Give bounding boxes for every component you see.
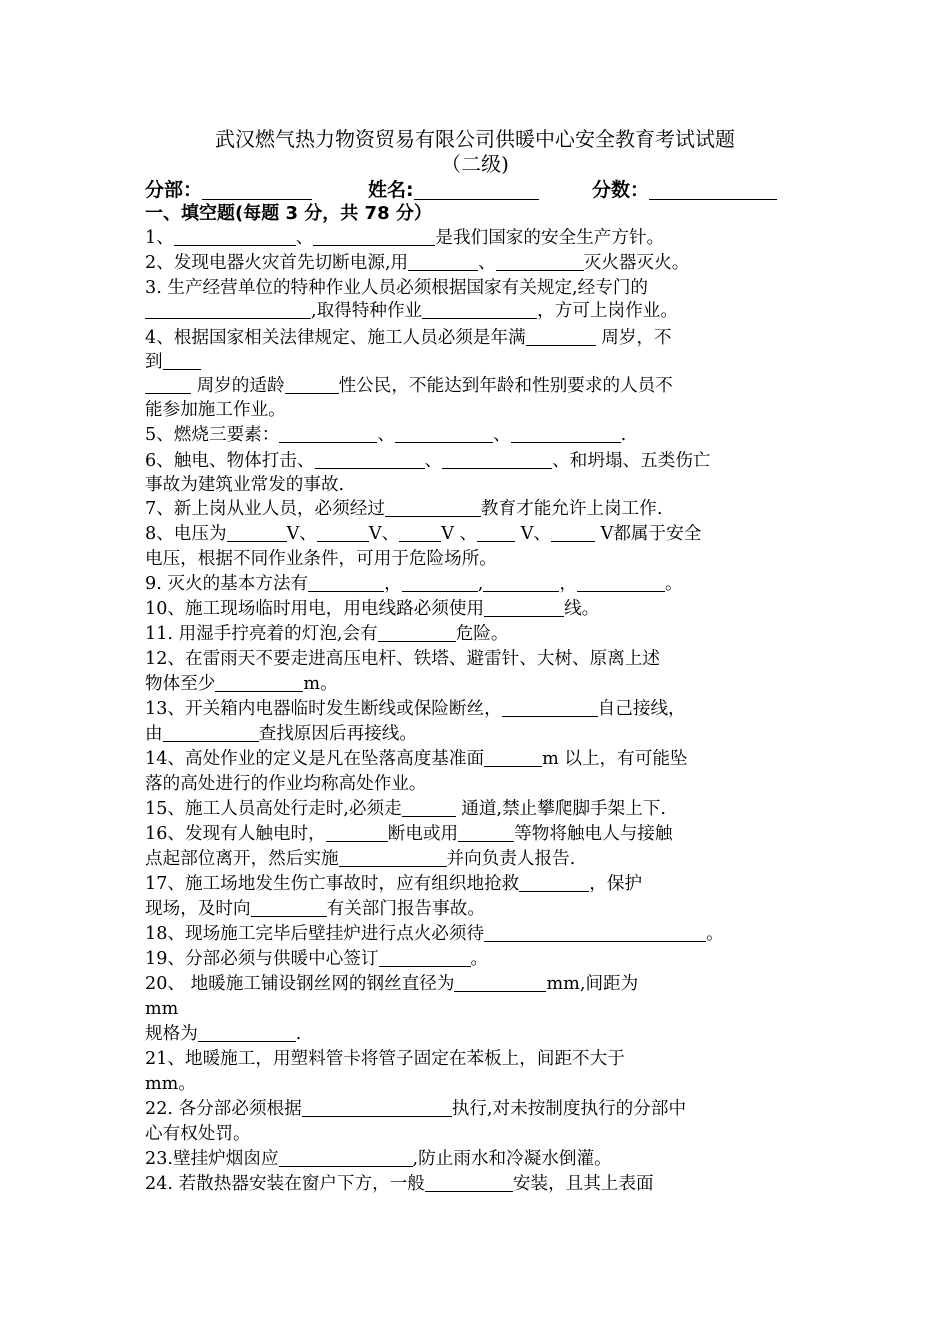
question-line [145,1022,810,1047]
question-text: , [477,574,484,594]
question-line [145,251,810,276]
question-text: 电压，根据不同作业条件，可用于危险场所。 [145,549,497,569]
question-text: 9. 灭火的基本方法有 [145,574,309,594]
question-text: 、 [478,253,496,273]
question-line [145,497,810,522]
answer-blank[interactable] [484,598,564,617]
question-line [145,672,810,697]
question-text: ， [384,574,402,594]
question-text: 通道,禁止攀爬脚手架上下. [455,799,667,819]
question-text: 能参加施工作业。 [145,400,286,420]
answer-blank[interactable] [378,623,456,642]
score-blank[interactable] [649,179,777,200]
question-text: 安装，且其上表面 [512,1174,654,1194]
name-label: 姓名: [368,179,414,201]
question-text: 性公民，不能达到年龄和性别要求的人员不 [338,376,673,396]
question-text: ，保护 [589,874,643,894]
question-line [145,697,810,722]
question-text: 周岁的适龄 [191,376,285,396]
answer-blank[interactable] [425,1173,513,1192]
answer-blank[interactable] [442,450,552,469]
question-text: 线。 [564,599,600,619]
question-text: 22. 各分部必须根据 [145,1099,302,1119]
question-text: V 、 [441,524,478,544]
answer-blank[interactable] [526,327,596,346]
question-line [145,722,810,747]
question-text: 12、在雷雨天不要走进高压电杆、铁塔、避雷针、大树、原离上述 [145,649,661,669]
question-line [145,1047,810,1072]
question-text: mm [145,999,179,1019]
question-text: . [620,425,627,445]
question-line [145,922,810,947]
question-line [145,1097,810,1122]
question-text: 危险。 [455,624,509,644]
question-line [145,997,810,1022]
question-text: 20、 地暖施工铺设钢丝网的钢丝直径为 [145,974,455,994]
answer-blank[interactable] [483,573,559,592]
answer-blank[interactable] [163,351,201,370]
question-line [145,772,810,797]
section-heading: 一、填空题(每题 3 分，共 78 分） [145,203,432,224]
question-line [145,473,810,498]
question-text: 点起部位离开，然后实施 [145,849,339,869]
answer-blank[interactable] [285,375,339,394]
question-line [145,847,810,872]
question-text: 是我们国家的安全生产方针。 [435,228,665,248]
question-text: 8、电压为 [145,524,227,544]
answer-blank[interactable] [315,450,425,469]
answer-blank[interactable] [302,1098,452,1117]
question-text: 2、发现电器火灾首先切断电源,用 [145,253,409,273]
answer-blank[interactable] [215,673,303,692]
question-text: 心有权处罚。 [145,1124,251,1144]
question-text: m 以上，有可能坠 [542,749,688,769]
question-text: 、 [424,451,443,471]
question-text: 。 [706,924,724,944]
question-text: 到 [145,352,163,372]
question-line [145,398,810,423]
answer-blank[interactable] [163,723,259,742]
answer-blank[interactable] [385,498,481,517]
question-line [145,622,810,647]
question-text: 7、新上岗从业人员，必须经过 [145,499,385,519]
question-text: 24. 若散热器安装在窗户下方，一般 [145,1174,425,1194]
question-line [145,572,810,597]
answer-blank[interactable] [313,227,435,246]
answer-blank[interactable] [317,523,369,542]
question-text: V、 [515,524,552,544]
question-text: 规格为 [145,1024,198,1044]
branch-label: 分部： [145,179,203,201]
branch-field [145,176,312,204]
question-text: 教育才能允许上岗工作. [480,499,663,519]
question-text: 6、触电、物体打击、 [145,451,315,471]
answer-blank[interactable] [511,424,621,443]
answer-blank[interactable] [496,252,584,271]
answer-blank[interactable] [279,1148,413,1167]
question-line [145,374,810,399]
question-text: 现场，及时向 [145,899,251,919]
answer-blank[interactable] [198,1023,296,1042]
question-text: mm,间距为 [546,974,639,994]
question-line [145,747,810,772]
question-text: 查找原因后再接线。 [258,724,417,744]
question-text: 、 [377,425,395,445]
question-text: 周岁，不 [595,328,672,348]
question-text: m。 [303,674,338,694]
answer-blank[interactable] [402,798,456,817]
answer-blank[interactable] [379,948,471,967]
answer-blank[interactable] [399,523,441,542]
question-line [145,822,810,847]
answer-blank[interactable] [484,923,706,942]
question-text: 3. 生产经营单位的特种作业人员必须根据国家有关规定,经专门的 [145,278,649,298]
answer-blank[interactable] [308,573,384,592]
answer-blank[interactable] [577,573,665,592]
answer-blank[interactable] [145,375,191,394]
question-text: 灭火器灭火。 [583,253,690,273]
answer-blank[interactable] [422,300,537,319]
question-line [145,326,810,351]
answer-blank[interactable] [402,573,478,592]
answer-blank[interactable] [339,848,447,867]
answer-blank[interactable] [395,424,493,443]
question-text: 。 [470,949,489,969]
question-text: 、 [492,425,511,445]
answer-blank[interactable] [227,523,287,542]
question-text: 11. 用湿手拧亮着的灯泡,会有 [145,624,378,644]
question-line [145,897,810,922]
question-line [145,947,810,972]
question-text: 16、发现有人触电时， [145,824,326,844]
question-line [145,226,810,251]
question-line [145,449,810,474]
answer-blank[interactable] [279,424,377,443]
name-blank[interactable] [414,179,539,200]
question-text: 、和坍塌、五类伤亡 [552,451,711,471]
exam-subtitle: （二级) [441,152,509,176]
question-text: 19、分部必须与供暖中心签订 [145,949,379,969]
answer-blank[interactable] [477,523,515,542]
question-text: 落的高处进行的作业均称高处作业。 [145,774,427,794]
question-line [145,350,810,375]
question-line [145,1147,810,1172]
question-text: 并向负责人报告. [446,849,576,869]
question-text: V都属于安全 [595,524,702,544]
question-text: 18、现场施工完毕后壁挂炉进行点火必须待 [145,924,485,944]
branch-blank[interactable] [202,179,312,200]
question-text: mm。 [145,1074,196,1094]
question-text: 有关部门报告事故。 [326,899,485,919]
question-text: ， [559,574,577,594]
score-field [592,176,777,204]
answer-blank[interactable] [326,823,388,842]
question-line [145,299,810,324]
question-text: 21、地暖施工，用塑料管卡将管子固定在苯板上，间距不大于 [145,1049,625,1069]
question-text: 事故为建筑业常发的事故. [145,475,345,495]
answer-blank[interactable] [502,698,598,717]
question-text: 自己接线， [597,699,686,719]
question-text: 等物将触电人与接触 [514,824,673,844]
question-line [145,797,810,822]
question-text: 物体至少 [145,674,216,694]
answer-blank[interactable] [484,748,542,767]
question-text: 10、施工现场临时用电，用电线路必须使用 [145,599,485,619]
question-text: 断电或用 [387,824,459,844]
answer-blank[interactable] [251,898,327,917]
answer-blank[interactable] [551,523,595,542]
question-text: ，方可上岗作业。 [537,301,678,321]
question-text: 17、施工场地发生伤亡事故时，应有组织地抢救 [145,874,520,894]
question-line [145,597,810,622]
question-text: 。 [664,574,683,594]
exam-title: 武汉燃气热力物资贸易有限公司供暖中心安全教育考试试题 [215,127,735,151]
question-text: V、 [368,524,400,544]
question-text: 4、根据国家相关法律规定、施工人员必须是年满 [145,328,526,348]
question-text: . [295,1024,302,1044]
question-text: 5、燃烧三要素： [145,425,280,445]
question-text: 、 [295,228,314,248]
question-line [145,647,810,672]
answer-blank[interactable] [174,227,296,246]
question-line [145,423,810,448]
question-line [145,872,810,897]
question-text: 14、高处作业的定义是凡在坠落高度基准面 [145,749,485,769]
answer-blank[interactable] [408,252,478,271]
answer-blank[interactable] [454,973,546,992]
question-text: ,防止雨水和冷凝水倒灌。 [412,1149,612,1169]
name-field [368,176,539,204]
answer-blank[interactable] [519,873,589,892]
answer-blank[interactable] [458,823,514,842]
question-text: 13、开关箱内电器临时发生断线或保险断丝， [145,699,502,719]
score-label: 分数： [592,179,650,201]
question-line [145,1122,810,1147]
question-line [145,1072,810,1097]
question-line [145,972,810,997]
question-text: 由 [145,724,163,744]
question-line [145,547,810,572]
question-text: 执行,对未按制度执行的分部中 [451,1099,687,1119]
question-text: ,取得特种作业 [311,301,423,321]
question-line [145,276,810,301]
answer-blank[interactable] [145,300,311,319]
question-text: V、 [286,524,317,544]
question-text: 23.壁挂炉烟囱应 [145,1149,279,1169]
question-line [145,1172,810,1197]
question-line [145,522,810,547]
question-text: 15、施工人员高处行走时,必须走 [145,799,402,819]
question-text: 1、 [145,228,174,248]
